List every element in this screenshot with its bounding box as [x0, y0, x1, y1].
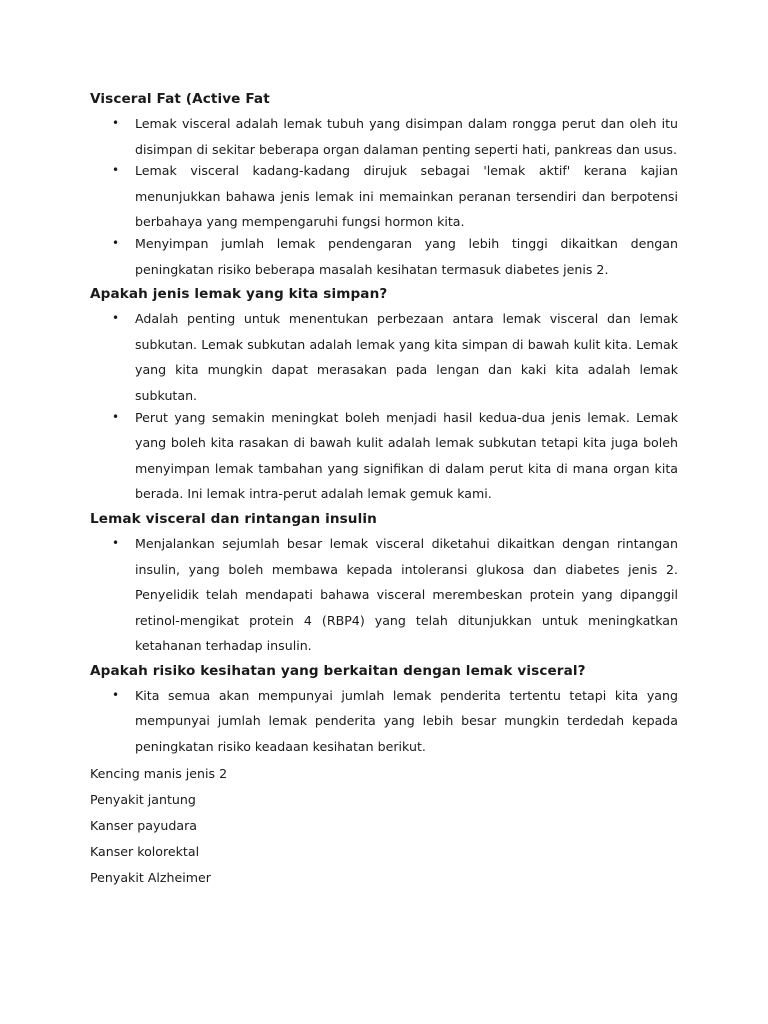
bullet-icon: • [112, 116, 120, 130]
condition-item: Kanser kolorektal [90, 843, 200, 859]
bullet-icon: • [112, 409, 120, 424]
bullet-icon: • [112, 235, 120, 250]
section-heading: Visceral Fat (Active Fat [90, 91, 270, 107]
list-item [90, 531, 678, 659]
section-fat-types [90, 283, 678, 507]
list-item [90, 111, 678, 162]
section-heading: Apakah risiko kesihatan yang berkaitan dengan lemak visceral? [90, 662, 586, 679]
conditions-list [90, 761, 678, 891]
document-body [90, 88, 678, 891]
list-item-text: Menjalankan sejumlah besar lemak visceral diketahui dikaitkan dengan rintangan insulin, yang boleh membawa kepada intoleransi glukosa dan diabetes jenis 2. Penyelidik telah mendapati bahawa visceral merembeskan protein yang dipanggil retinol-mengikat protein 4 (RBP4) yang telah ditunjukkan untuk meningkatkan ketahanan terhadap insulin. [135, 535, 678, 654]
bullet-list [90, 683, 678, 760]
condition-item: Kanser payudara [90, 817, 197, 833]
section-visceral-fat [90, 88, 678, 282]
list-item-text: Kita semua akan mempunyai jumlah lemak penderita tertentu tetapi kita yang mempunyai jumlah lemak penderita yang lebih besar mungkin terdedah kepada peningkatan risiko keadaan kesihatan berikut. [135, 687, 678, 755]
section-health-risks [90, 660, 678, 760]
bullet-list [90, 111, 678, 282]
list-item [90, 158, 678, 235]
section-heading: Lemak visceral dan rintangan insulin [90, 510, 377, 527]
condition-item: Penyakit jantung [90, 791, 196, 807]
bullet-icon: • [112, 687, 120, 702]
bullet-icon: • [112, 535, 120, 550]
bullet-list [90, 531, 678, 659]
list-item [90, 405, 678, 507]
condition-item: Kencing manis jenis 2 [90, 765, 228, 781]
bullet-list [90, 306, 678, 507]
condition-item: Penyakit Alzheimer [90, 869, 211, 885]
list-item-text: Perut yang semakin meningkat boleh menjadi hasil kedua-dua jenis lemak. Lemak yang boleh kita rasakan di bawah kulit adalah lemak subkutan tetapi kita juga boleh menyimpan lemak tambahan yang signifikan di dalam perut kita di mana organ kita berada. Ini lemak intra-perut adalah lemak gemuk kami. [135, 409, 678, 502]
list-item-text: Lemak visceral adalah lemak tubuh yang disimpan dalam rongga perut dan oleh itu disimpan di sekitar beberapa organ dalaman penting seperti hati, pankreas dan usus. [135, 116, 678, 157]
list-item [90, 231, 678, 282]
bullet-icon: • [112, 163, 120, 178]
list-item [90, 683, 678, 760]
section-insulin-resistance [90, 508, 678, 659]
section-heading: Apakah jenis lemak yang kita simpan? [90, 286, 388, 303]
list-item-text: Lemak visceral kadang-kadang dirujuk sebagai 'lemak aktif' kerana kajian menunjukkan bahawa jenis lemak ini memainkan peranan tersendiri dan berpotensi berbahaya yang mempengaruhi fungsi hormon kita. [135, 163, 678, 230]
list-item [90, 306, 678, 408]
list-item-text: Menyimpan jumlah lemak pendengaran yang lebih tinggi dikaitkan dengan peningkatan risiko beberapa masalah kesihatan termasuk diabetes jenis 2. [135, 235, 678, 277]
bullet-icon: • [112, 311, 120, 326]
list-item-text: Adalah penting untuk menentukan perbezaan antara lemak visceral dan lemak subkutan. Lemak subkutan adalah lemak yang kita simpan di bawah kulit kita. Lemak yang kita mungkin dapat merasakan pada lengan dan kaki kita adalah lemak subkutan. [135, 311, 678, 403]
